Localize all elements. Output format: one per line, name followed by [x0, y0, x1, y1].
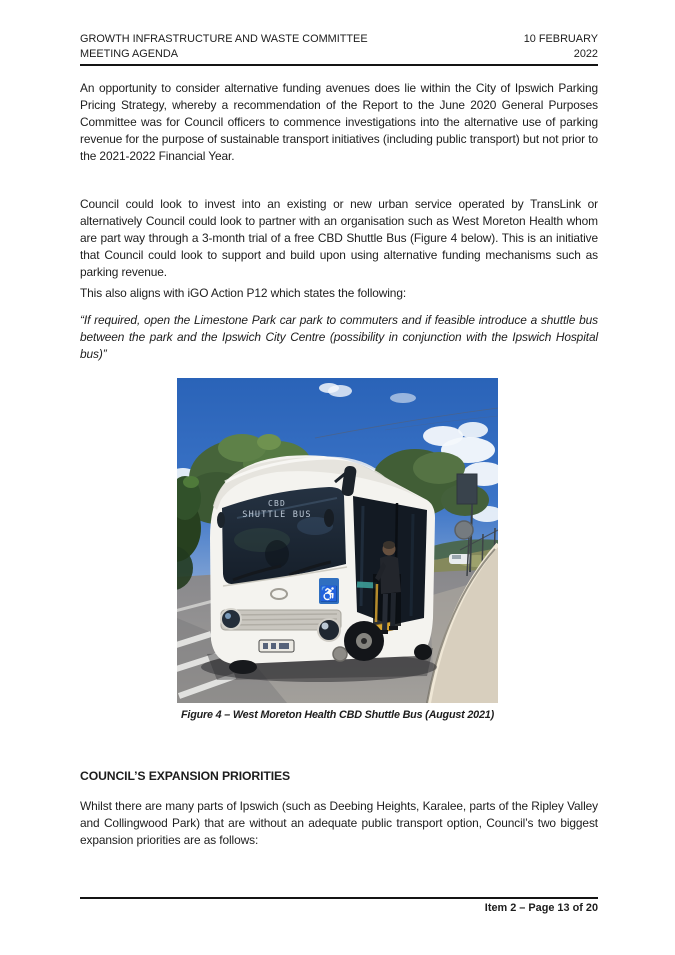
page-header [80, 32, 598, 66]
header-committee: GROWTH INFRASTRUCTURE AND WASTE COMMITTEE [80, 33, 368, 45]
wheelchair-icon: ♿ [319, 586, 339, 603]
headlight-right-glint [322, 623, 329, 630]
paragraph-funding: An opportunity to consider alternative funding avenues does lie within the City of Ipswich Parking Pricing Strategy, whereby a recommendation of the Report to the June 2020 General Purposes Committee was for Council officers to commence investigations into the alternative use of parking revenue for the purpose of sustainable transport initiatives (including public transport) but not prior to the 2021-2022 Financial Year. [80, 81, 598, 163]
headlight-left-glint [225, 613, 231, 619]
footer-page-label: Item 2 – Page 13 of 20 [484, 902, 598, 914]
figure-caption: Figure 4 – West Moreton Health CBD Shuttle Bus (August 2021) [181, 709, 494, 721]
header-date-block [524, 32, 598, 61]
glass-streak-2 [411, 514, 413, 616]
quote-igo-p12: “If required, open the Limestone Park car park to commuters and if feasible introduce a shuttle bus between the park and the Ipswich City Centre (possibility in conjunction with the Ipswich Hospital bus)” [80, 313, 598, 361]
bus-photo [177, 378, 498, 703]
front-wheel-center [361, 638, 367, 644]
left-wheel [229, 660, 257, 674]
header-date: 10 FEBRUARY [523, 33, 598, 45]
page-footer [80, 897, 598, 914]
handrail [376, 584, 377, 622]
paragraph-partnership: Council could look to invest into an existing or new urban service operated by TransLink or alternatively Council could look to partner with an organisation such as West Moreton Health whom are part way through a 3-month trial of a free CBD Shuttle Bus (Figure 4 below). This is an initiative that Council could look to support and build upon using alternative funding mechanisms such as parking revenue. [80, 197, 598, 279]
left-mirror [217, 512, 225, 528]
header-title-block [80, 32, 368, 61]
figure-4 [177, 378, 498, 721]
paragraph-expansion: Whilst there are many parts of Ipswich (such as Deebing Heights, Karalee, parts of the Ripley Valley and Collingwood Park) that are without an adequate public transport option, Council’s two biggest expansion priorities are as follows: [80, 799, 598, 847]
license-plate [259, 640, 294, 652]
headlight-right [318, 619, 340, 641]
rear-wheel [414, 644, 432, 660]
header-year: 2022 [573, 47, 598, 60]
headlight-left [221, 609, 241, 629]
glass-streak [361, 506, 363, 606]
shuttle-bus [210, 455, 435, 674]
bus-destination-sign-line1: CBD [267, 499, 287, 508]
bus-destination-sign-line2: SHUTTLE BUS [242, 510, 312, 520]
header-agenda: MEETING AGENDA [80, 47, 179, 60]
section-heading: COUNCIL’S EXPANSION PRIORITIES [80, 769, 291, 783]
paragraph-igo-action: This also aligns with iGO Action P12 which states the following: [80, 286, 407, 300]
lower-mirror [324, 509, 334, 527]
driver-silhouette [265, 540, 289, 568]
fog-light [333, 647, 347, 661]
